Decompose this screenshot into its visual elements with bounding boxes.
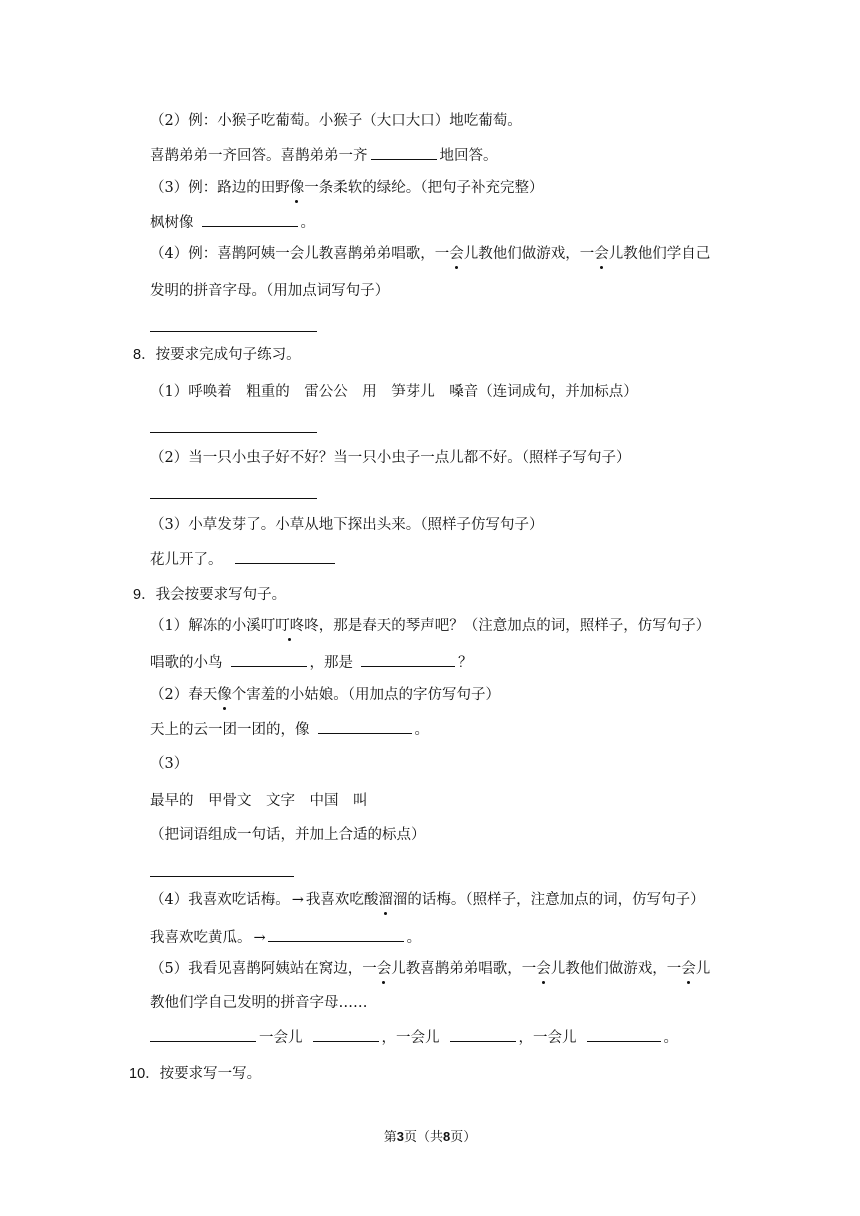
dotted-word: 酸溜溜 bbox=[364, 889, 408, 911]
dotted-word: 叮叮咚咚 bbox=[261, 615, 319, 637]
q9-s5-line2: 教他们学自己发明的拼音字母…… bbox=[150, 995, 368, 1011]
q8-s1: （1）呼唤着 粗重的 雷公公 用 笋芽儿 嗓音（连词成句，并加标点） bbox=[150, 384, 638, 400]
q9-s2-text-b: 个害羞的小姑娘。（用加点的字仿写句子） bbox=[231, 687, 500, 703]
q9-s1-text-b: ，那是春天的琴声吧？（注意加点的词，照样子，仿写句子） bbox=[318, 618, 711, 634]
footer-suffix: 页） bbox=[450, 1130, 477, 1145]
q9-s1-task-mid: ，那是 bbox=[309, 655, 353, 671]
q9-s3-instruction: （把词语组成一句话，并加上合适的标点） bbox=[150, 827, 426, 843]
page-footer bbox=[0, 1128, 860, 1147]
q9-s5-text-c: 教他们做游戏， bbox=[565, 961, 667, 977]
page-number: 3 bbox=[396, 1129, 404, 1144]
answer-line[interactable] bbox=[150, 432, 317, 433]
q9-s3-words: 最早的 甲骨文 文字 中国 叫 bbox=[150, 793, 368, 809]
q9-s5-task bbox=[150, 1027, 678, 1049]
q7-s2-task bbox=[150, 145, 498, 167]
answer-blank[interactable] bbox=[450, 1027, 516, 1042]
q9-s1 bbox=[150, 615, 710, 637]
q9-s1-task-tail: ？ bbox=[458, 655, 473, 671]
answer-line[interactable] bbox=[150, 876, 294, 877]
q8-s3: （3）小草发芽了。小草从地下探出头来。（照样子仿写句子） bbox=[150, 517, 544, 533]
q9-s2-text-a: （2）春天 bbox=[150, 687, 218, 703]
q9-s5-task-sep: ，一会儿 bbox=[381, 1030, 440, 1046]
q9-heading bbox=[133, 584, 286, 606]
q9-s4-task-tail: 。 bbox=[406, 930, 422, 946]
page-total: 8 bbox=[443, 1129, 451, 1144]
q9-s5-text-a: （5）我看见喜鹊阿姨站在窝边， bbox=[150, 961, 363, 977]
q7-s4-text-b: 教他们做游戏， bbox=[478, 246, 580, 262]
answer-blank[interactable] bbox=[202, 212, 298, 227]
dotted-word: 一会儿 bbox=[435, 243, 479, 265]
answer-blank[interactable] bbox=[268, 927, 404, 942]
q9-s1-task-text: 唱歌的小鸟 bbox=[150, 655, 223, 671]
dotted-word: 像 bbox=[290, 177, 305, 199]
q9-s4-task-text: 我喜欢吃黄瓜。 bbox=[150, 930, 252, 946]
q8-s3-task-text: 花儿开了。 bbox=[150, 552, 223, 568]
q9-s4-task bbox=[150, 927, 421, 949]
q10-heading bbox=[129, 1063, 261, 1085]
q9-s4 bbox=[150, 889, 705, 911]
q7-s3-text-b: 一条柔软的绿纶。（把句子补充完整） bbox=[304, 180, 544, 196]
dotted-word: 像 bbox=[217, 684, 232, 706]
q7-s2-task-text: 喜鹊弟弟一齐回答。喜鹊弟弟一齐 bbox=[150, 148, 368, 164]
answer-blank[interactable] bbox=[150, 1027, 256, 1042]
q9-s4-text-c: 的话梅。（照样子，注意加点的词，仿写句子） bbox=[407, 892, 705, 908]
dotted-word: 一会儿 bbox=[667, 958, 711, 980]
q7-s3-task-tail: 。 bbox=[300, 215, 315, 231]
q9-s4-text-a: （4）我喜欢吃话梅。 bbox=[150, 892, 290, 908]
question-number: 9． bbox=[133, 587, 156, 603]
q8-heading bbox=[133, 344, 301, 366]
q7-s4-text-a: （4）例：喜鹊阿姨一会儿教喜鹊弟弟唱歌， bbox=[150, 246, 435, 262]
answer-blank[interactable] bbox=[231, 652, 307, 667]
arrow-icon: → bbox=[291, 892, 304, 908]
q7-s3-task-text: 枫树像 bbox=[150, 215, 194, 231]
dotted-word: 一会儿 bbox=[362, 958, 406, 980]
q9-s5-line1 bbox=[150, 958, 710, 980]
question-title: 我会按要求写句子。 bbox=[155, 587, 287, 603]
q7-s4-line2: 发明的拼音字母。（用加点词写句子） bbox=[150, 283, 390, 299]
answer-blank[interactable] bbox=[318, 719, 412, 734]
answer-blank[interactable] bbox=[587, 1027, 661, 1042]
q7-s2-task-tail: 地回答。 bbox=[439, 148, 498, 164]
question-number: 8． bbox=[133, 347, 156, 363]
q7-s4-text-c: 教他们学自己 bbox=[623, 246, 711, 262]
q9-s2-task bbox=[150, 719, 429, 741]
q9-s2-task-tail: 。 bbox=[414, 722, 429, 738]
q9-s3-label: （3） bbox=[150, 756, 189, 772]
arrow-icon: → bbox=[253, 930, 266, 946]
answer-line[interactable] bbox=[150, 331, 317, 332]
answer-blank[interactable] bbox=[313, 1027, 379, 1042]
footer-prefix: 第 bbox=[383, 1130, 397, 1145]
q9-s4-text-b: 我喜欢吃 bbox=[305, 892, 364, 908]
q9-s2-task-text: 天上的云一团一团的，像 bbox=[150, 722, 310, 738]
question-number: 10． bbox=[129, 1066, 160, 1082]
q8-s2: （2）当一只小虫子好不好？当一只小虫子一点儿都不好。（照样子写句子） bbox=[150, 450, 631, 466]
q8-s3-task bbox=[150, 549, 338, 571]
dotted-word: 一会儿 bbox=[522, 958, 566, 980]
q7-s3-text-a: （3）例：路边的田野 bbox=[150, 180, 290, 196]
q7-s2-example: （2）例：小猴子吃葡萄。小猴子（大口大口）地吃葡萄。 bbox=[150, 113, 522, 129]
dotted-word: 一会儿 bbox=[580, 243, 624, 265]
q7-s3-task bbox=[150, 212, 315, 234]
answer-line[interactable] bbox=[150, 498, 317, 499]
q9-s5-task-sep: ，一会儿 bbox=[518, 1030, 577, 1046]
q9-s1-text-a: （1）解冻的小溪 bbox=[150, 618, 261, 634]
answer-blank[interactable] bbox=[235, 549, 335, 564]
q7-s4-line1 bbox=[150, 243, 710, 265]
q9-s5-task-word: 一会儿 bbox=[259, 1030, 303, 1046]
answer-blank[interactable] bbox=[361, 652, 455, 667]
q9-s5-task-tail: 。 bbox=[663, 1030, 678, 1046]
question-title: 按要求写一写。 bbox=[159, 1066, 262, 1082]
q9-s1-task bbox=[150, 652, 473, 674]
q7-s3-example bbox=[150, 177, 543, 199]
q9-s2 bbox=[150, 684, 500, 706]
q9-s5-text-b: 教喜鹊弟弟唱歌， bbox=[405, 961, 522, 977]
footer-mid: 页（共 bbox=[403, 1130, 443, 1145]
answer-blank[interactable] bbox=[371, 145, 437, 160]
question-title: 按要求完成句子练习。 bbox=[155, 347, 301, 363]
